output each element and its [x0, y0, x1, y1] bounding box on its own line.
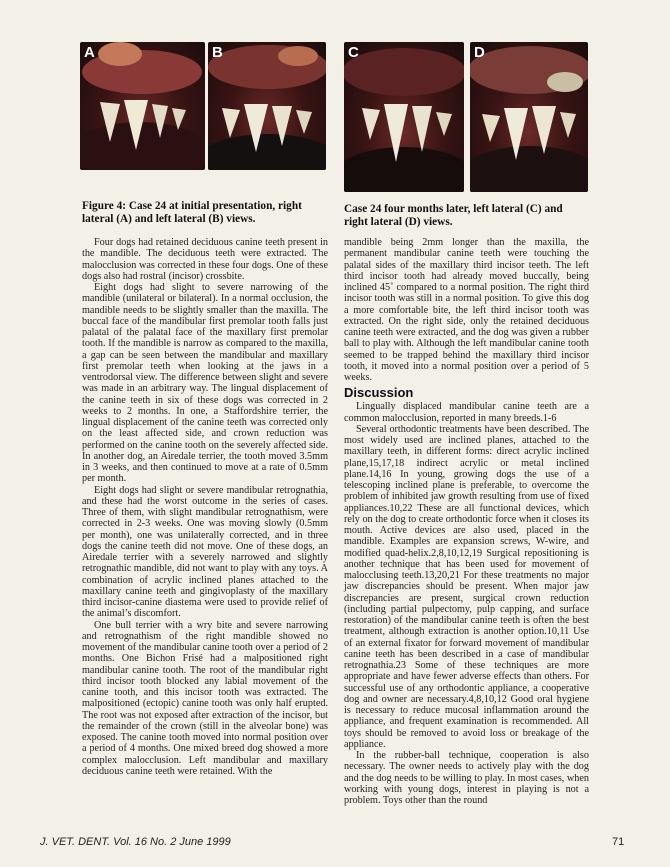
figure-panel-a: [80, 42, 205, 170]
figure-panel-d: [470, 42, 588, 192]
body-paragraph: Eight dogs had slight to severe narrowing of the mandible (unilateral or bilateral). In a normal occlusion, the mandible needs to be slightly smaller than the maxilla. The buccal face of the mandibular first premolar tooth falls just palatal of the palatal face of the maxillary first premolar tooth. If the mandible is narrow as compared to the maxilla, a gap can be seen between the mandibular and maxillary first premolar teeth when looking at the jaws in a ventrodorsal view. The difference between slight and severe was made in an arbitrary way. The lingual displacement of the canine teeth in six of these dogs was corrected in 2 weeks to 2 months. In one, a Staffordshire terrier, the lingual displacement of the canine teeth was corrected only on the least affected side, and crown reduction was performed on the canine tooth on the severely affected side. In another dog, an Airedale terrier, the tooth moved 3.5mm in 3 weeks, and then continued to move at a rate of 0.5mm per month.: [82, 282, 328, 485]
figure-caption-right: Case 24 four months later, left lateral (C) and right lateral (D) views.: [344, 203, 563, 228]
body-paragraph: Eight dogs had slight or severe mandibular retrognathia, and these had the worst outcome in the series of cases. Three of them, with slight mandibular retrognathism, were corrected in 2-3 weeks. One was moving slowly (0.5mm per month), one was unilaterally corrected, and in three dogs the canine teeth did not move. One of these dogs, an Airedale terrier with a severely narrowed and slightly retrognathic mandible, did not want to play with any toys. A combination of acrylic inclined planes attached to the maxillary canine teeth and gingivoplasty of the maxillary third incisor-canine diastema were used to provide relief of the animal’s discomfort.: [82, 484, 328, 620]
dog-teeth-photo-c: [344, 42, 464, 192]
dog-teeth-photo-b: [208, 42, 326, 170]
body-paragraph: Several orthodontic treatments have been described. The most widely used are inclined planes, attached to the maxillary teeth, in different forms: direct acrylic inclined plane,15,17,18 indirect acrylic or metal inclined plane.14,16 In young, growing dogs the use of a telescoping inclined plane is preferable, to overcome the problem of inhibited jaw growth resulting from use of fixed appliances.10,22 These are all functional devices, which rely on the dog to create orthodontic force when it closes its mouth. Active devices are also used, placed in the mandible. Examples are expansion screws, W-wire, and modified quad-helix.2,8,10,12,19 Surgical repositioning is another technique that has been used for movement of malocclusing teeth.13,20,21 For these treatments no major jaw discrepancies should be present. When major jaw discrepancies are present, surgical crown reduction (including partial pulpectomy, pulp capping, and surface restoration) of the mandibular canine teeth is often the best treatment, although extraction is another option.10,11 Use of an external fixator for forward movement of mandibular canine teeth has been described in a case of mandibular retrognathia.23 Some of these techniques are more appropriate and have fewer adverse effects than others. For successful use of any orthodontic appliance, a cooperative dog and owner are necessary.4,8,10,12 Good oral hygiene is necessary to reduce mucosal inflammation around the appliance, and frequent examination is recommended. All toys should be removed to avoid loss or breakage of the appliance.: [344, 423, 589, 750]
body-paragraph: One bull terrier with a wry bite and severe narrowing and retrognathism of the right mandible showed no movement of the mandibular canine tooth over a period of 2 months. One Bichon Frisé had a malpositioned right mandibular canine tooth. The root of the mandibular right third incisor tooth blocked any labial movement of the canine tooth, and this incisor tooth was extracted. The malpositioned (ectopic) canine tooth was only half erupted. The root was not exposed after extraction of the incisor, but the remainder of the crown (still in the alveolar bone) was exposed. The canine tooth moved into normal position over a period of 4 months. One mixed breed dog showed a more complex malocclusion. Left mandibular and maxillary deciduous canine teeth were retained. With the: [82, 619, 328, 777]
page-number: 71: [612, 836, 625, 848]
body-paragraph: Lingually displaced mandibular canine teeth are a common malocclusion, reported in many breeds.1-6: [344, 401, 589, 424]
body-paragraph: Four dogs had retained deciduous canine teeth present in the mandible. The deciduous teeth were extracted. The malocclusion was corrected in these four dogs. One of these dogs also had rostral (incisor) crossbite.: [82, 237, 328, 282]
panel-label-c: C: [348, 44, 359, 61]
dog-teeth-photo-d: [470, 42, 588, 192]
panel-label-a: A: [84, 44, 95, 61]
left-text-column: [82, 237, 328, 777]
dog-teeth-photo-a: [80, 42, 205, 170]
right-text-column: [344, 237, 589, 806]
journal-citation: J. VET. DENT. Vol. 16 No. 2 June 1999: [40, 836, 231, 848]
panel-label-d: D: [474, 44, 485, 61]
body-paragraph: In the rubber-ball technique, cooperation is also necessary. The owner needs to actively play with the dog and the dog needs to be willing to play. In most cases, when working with young dogs, interest in playing is not a problem. Toys other than the round: [344, 750, 589, 806]
figure-caption-left: Figure 4: Case 24 at initial presentation, right lateral (A) and left lateral (B) views.: [82, 200, 302, 225]
section-heading: Discussion: [344, 385, 414, 401]
body-paragraph: mandible being 2mm longer than the maxilla, the permanent mandibular canine teeth were touching the palatal sides of the maxillary third incisor teeth. The left third incisor tooth had already moved buccally, being inclined 45˚ compared to a normal position. The right third incisor tooth was still in a normal position. To give this dog a more comfortable bite, the left third incisor tooth was extracted. On the right side, only the retained deciduous canine teeth were extracted, and the dog was given a rubber ball to play with. Although the left mandibular canine tooth seemed to be trapped behind the maxillary third incisor tooth, it moved into a normal position over a period of 5 weeks.: [344, 237, 589, 383]
figure-panel-c: [344, 42, 464, 192]
figure-panel-b: [208, 42, 326, 170]
panel-label-b: B: [212, 44, 223, 61]
